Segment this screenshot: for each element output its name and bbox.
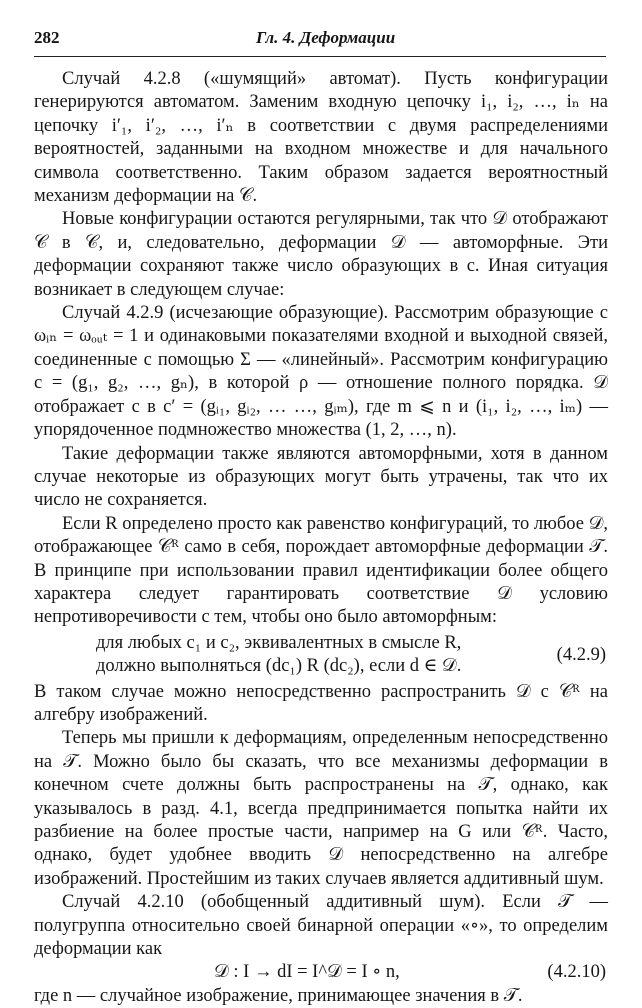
equation-4-2-10-number: (4.2.10): [547, 962, 606, 983]
paragraph-identification-rule: Если R определено просто как равенство конфигураций, то любое 𝒟, отображающее 𝒞ᴿ само в себя, порождает автоморфные деформации 𝒯. В принципе при использовании правил идентификации более общего характера следует гарантировать соответствие 𝒟 условию непротиворечивости с тем, чтобы оно было автоморфным:: [34, 513, 608, 628]
equation-4-2-9: [34, 632, 608, 679]
paragraph-extend-to-image-algebra: В таком случае можно непосредственно распространить 𝒟 с 𝒞ᴿ на алгебру изображений.: [34, 681, 608, 725]
equation-4-2-9-line-2: должно выполняться (dc₁) R (dc₂), если d ∈ 𝒟.: [96, 656, 462, 677]
paragraph-case-4-2-8: Случай 4.2.8 («шумящий» автомат). Пусть конфигурации генерируются автоматом. Заменим входную цепочку i₁, i₂, …, iₙ на цепочку i′₁, i′₂, …, i′ₙ в соответствии с двумя распределениями вероятностей, заданными на входном множестве и для начального символа соответственно. Таким образом задается вероятностный механизм деформации на 𝒞.: [34, 69, 608, 207]
page-body: [34, 68, 608, 1008]
paragraph-automorphic-note: Такие деформации также являются автоморфными, хотя в данном случае некоторые из образующих могут быть утрачены, так что их число не сохраняется.: [34, 443, 608, 511]
running-head: [34, 26, 606, 57]
equation-4-2-10: [34, 961, 608, 984]
paragraph-random-image: где n — случайное изображение, принимающее значения в 𝒯.: [34, 985, 523, 1006]
equation-4-2-9-line-1: для любых c₁ и c₂, эквивалентных в смысле R,: [96, 632, 462, 653]
page-number: 282: [34, 28, 60, 47]
paragraph-regular-configurations: Новые конфигурации остаются регулярными, так что 𝒟 отображают 𝒞 в 𝒞, и, следовательно, деформации 𝒟 — автоморфные. Эти деформации сохраняют также число образующих в c. Иная ситуация возникает в следующем случае:: [34, 209, 608, 300]
equation-4-2-10-body: 𝒟 : I → dI = I^𝒟 = I ∘ n,: [214, 962, 400, 983]
equation-4-2-9-number: (4.2.9): [556, 644, 606, 665]
paragraph-deformations-on-t: Теперь мы пришли к деформациям, определенным непосредственно на 𝒯. Можно было бы сказать, что все механизмы деформации в конечном счете должны быть распространены на 𝒯, однако, как указывалось в разд. 4.1, всегда предпринимается попытка найти их разбиение на более простые части, например на G или 𝒞ᴿ. Часто, однако, будет удобнее вводить 𝒟 непосредственно на алгебре изображений. Простейшим из таких случаев является аддитивный шум.: [34, 728, 608, 889]
paragraph-case-4-2-10: Случай 4.2.10 (обобщенный аддитивный шум). Если 𝒯 — полугруппа относительно своей бинарной операции «∘», то определим деформации как: [34, 892, 608, 960]
paragraph-case-4-2-9: Случай 4.2.9 (исчезающие образующие). Рассмотрим образующие с ωᵢₙ = ωₒᵤₜ = 1 и одинаковыми показателями входной и выходной связей, соединенные с помощью Σ — «линейный». Рассмотрим конфигурацию c = (g₁, g₂, …, gₙ), в которой ρ — отношение полного порядка. 𝒟 отображает c в c′ = (gᵢ₁, gᵢ₂, … …, gᵢₘ), где m ⩽ n и (i₁, i₂, …, iₘ) — упорядоченное подмножество множества (1, 2, …, n).: [34, 303, 608, 441]
chapter-title: Гл. 4. Деформации: [256, 28, 396, 47]
